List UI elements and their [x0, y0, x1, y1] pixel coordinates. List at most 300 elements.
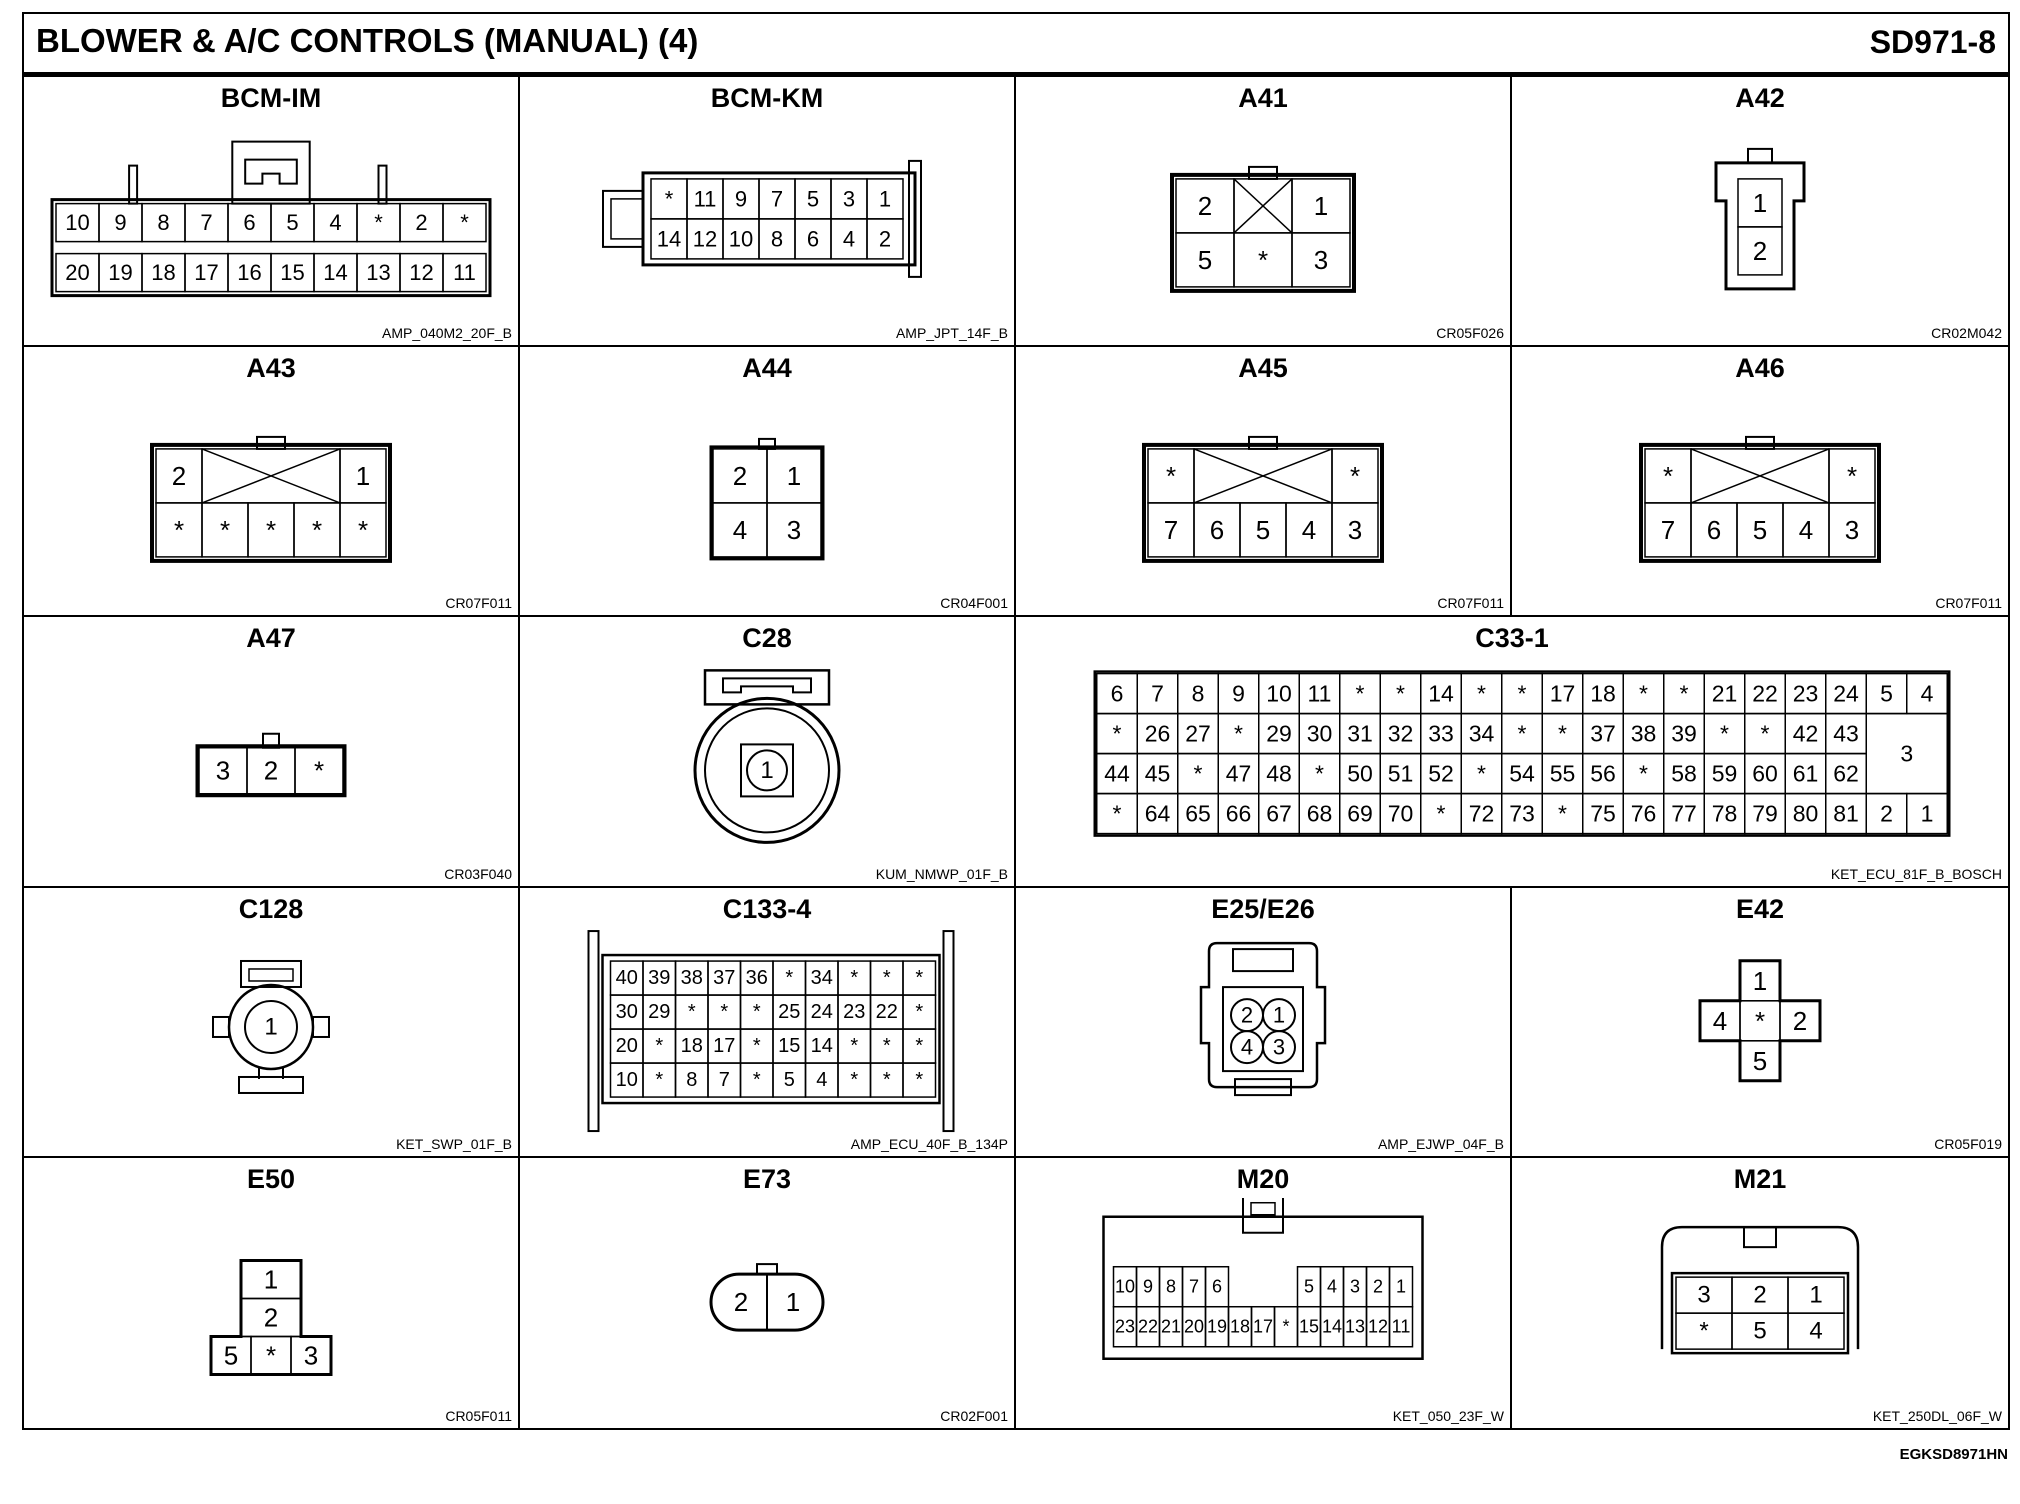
connector-e25-e26 [1016, 888, 1512, 1158]
connector-diagram [1016, 928, 1510, 1134]
pin-label: 4 [1240, 1034, 1254, 1060]
connector-diagram [24, 387, 518, 593]
pin-label: 8 [770, 226, 784, 252]
pin-label: 60 [1752, 760, 1778, 787]
latch-detail [1251, 1203, 1275, 1215]
pin-label: 5 [783, 1068, 795, 1091]
pin-label: 23 [843, 1000, 866, 1023]
pin-label: 5 [286, 210, 299, 236]
connector-type: AMP_ECU_40F_B_134P [850, 1135, 1008, 1152]
pin-label: 51 [1387, 760, 1414, 787]
pin-label: 6 [1706, 515, 1722, 546]
pin-label: 6 [1209, 515, 1225, 546]
empty-pin-mark: * [752, 1034, 761, 1057]
connector-svg [24, 1198, 518, 1406]
connector-name: E25/E26 [1211, 893, 1315, 924]
pin-label: 26 [1144, 720, 1171, 747]
empty-pin-mark: * [1315, 760, 1324, 787]
pin-label: 5 [806, 186, 820, 212]
empty-pin-mark: * [1760, 720, 1770, 747]
pin-label: 40 [615, 966, 638, 989]
pin-label: 45 [1144, 760, 1171, 787]
pin-label: 14 [323, 260, 348, 286]
pin-label: 10 [1266, 680, 1292, 707]
latch [1233, 949, 1293, 971]
pin-label: 11 [1307, 680, 1332, 707]
connector-type: CR07F011 [1935, 595, 2002, 612]
pin-label: 24 [1833, 680, 1859, 707]
pin-label: 12 [409, 260, 434, 286]
pin-label: 4 [816, 1068, 828, 1091]
connector-a47 [24, 617, 520, 887]
empty-pin-mark: * [850, 1034, 859, 1057]
empty-pin-mark: * [915, 1068, 924, 1091]
connector-name: A47 [246, 623, 296, 654]
connector-svg [1016, 117, 1510, 323]
empty-pin-mark: * [1349, 461, 1361, 492]
empty-pin-mark: * [664, 186, 674, 212]
pin-label: 80 [1792, 800, 1819, 827]
connector-a45 [1016, 347, 1512, 617]
connector-svg [1016, 387, 1510, 593]
connector-bcm-km [520, 77, 1016, 347]
pin-label: 36 [745, 966, 768, 989]
pin-label: 2 [171, 461, 187, 492]
connector-type: AMP_EJWP_04F_B [1377, 1135, 1504, 1152]
pin-label: 6 [806, 226, 820, 252]
connector-type: CR05F019 [1934, 1135, 2002, 1152]
empty-pin-mark: * [265, 1340, 277, 1371]
pin-label: 42 [1792, 720, 1819, 747]
pin-label: 5 [1255, 515, 1271, 546]
connector-svg [24, 117, 518, 323]
pin-label: 27 [1185, 720, 1211, 747]
empty-pin-mark: * [1846, 461, 1858, 492]
connector-name: A41 [1238, 83, 1288, 113]
connector-e42 [1512, 888, 2008, 1158]
pin-label: 7 [1163, 515, 1179, 546]
pin-label: 52 [1428, 760, 1454, 787]
pin-label: 7 [1151, 680, 1164, 707]
empty-pin-mark: * [882, 1034, 891, 1057]
pin-label: 47 [1225, 760, 1252, 787]
pin-label: 56 [1590, 760, 1616, 787]
pin-label: 29 [648, 1000, 671, 1023]
connector-m20 [1016, 1158, 1512, 1428]
pin-label: 4 [842, 226, 856, 252]
connector-type: KET_SWP_01F_B [396, 1135, 512, 1152]
empty-pin-mark: * [1477, 760, 1486, 787]
empty-pin-mark: * [1257, 244, 1269, 275]
pin-label: 3 [786, 515, 802, 546]
pin-label: 4 [1920, 680, 1934, 707]
pin-label: 6 [1211, 1276, 1223, 1297]
pin-label: 17 [713, 1034, 736, 1057]
pin-label: 3 [1844, 515, 1860, 546]
pin-label: 29 [1266, 720, 1292, 747]
page-title: BLOWER & A/C CONTROLS (MANUAL) (4) [36, 22, 699, 59]
pin-label: 66 [1225, 800, 1252, 827]
connector-type: CR05F026 [1436, 325, 1504, 342]
connector-type: CR05F011 [445, 1408, 512, 1424]
pin-label: 1 [785, 1286, 801, 1317]
pin-label: 2 [263, 756, 279, 787]
empty-pin-mark: * [1193, 760, 1203, 787]
pin-label: 8 [1165, 1276, 1177, 1297]
pin-label: 5 [1753, 1317, 1767, 1345]
guide-post [379, 166, 387, 204]
pin-label: 2 [1197, 190, 1213, 221]
connector-diagram [1016, 387, 1510, 593]
pin-label: 11 [693, 186, 717, 212]
pin-label: 32 [1387, 720, 1414, 747]
pin-label: 3 [842, 186, 856, 212]
connector-name: BCM-IM [220, 83, 322, 113]
empty-pin-mark: * [655, 1068, 664, 1091]
pin-label: 4 [1301, 515, 1317, 546]
empty-pin-mark: * [374, 210, 383, 236]
pin-label: 10 [65, 210, 90, 236]
pin-label: 68 [1306, 800, 1333, 827]
pin-label: 5 [1197, 244, 1213, 275]
connector-name: E73 [742, 1163, 792, 1194]
connector-type: KET_ECU_81F_B_BOSCH [1830, 865, 2002, 882]
pin-label: 2 [263, 1302, 279, 1333]
pin-label: 22 [1752, 680, 1778, 707]
empty-pin-mark: * [1355, 680, 1365, 707]
pin-label: 2 [1792, 1005, 1808, 1036]
pin-label: 17 [1549, 680, 1576, 707]
pin-label: 16 [237, 260, 262, 286]
connector-svg [520, 657, 1014, 863]
empty-pin-mark: * [1558, 720, 1567, 747]
connector-grid [24, 77, 2008, 1428]
pin-label: 3 [215, 756, 231, 787]
pin-label: 17 [1252, 1316, 1274, 1337]
pin-label: 2 [1753, 1281, 1767, 1309]
pin-label: 18 [1229, 1316, 1251, 1337]
pin-label: 69 [1347, 800, 1373, 827]
pin-label: 3 [1900, 740, 1914, 767]
pin-label: 5 [223, 1340, 239, 1371]
pin-label: 9 [734, 186, 748, 212]
pin-label: 1 [878, 186, 892, 212]
pin-label: 15 [778, 1034, 801, 1057]
pin-label: 1 [355, 461, 371, 492]
pin-label: 18 [680, 1034, 703, 1057]
pin-label: 14 [1321, 1316, 1343, 1337]
pin-label: 2 [733, 1286, 749, 1317]
pin-label: 70 [1387, 800, 1414, 827]
connector-name: E50 [246, 1163, 296, 1194]
empty-pin-mark: * [915, 966, 924, 989]
pin-label: 37 [1590, 720, 1616, 747]
empty-pin-mark: * [1699, 1317, 1709, 1345]
connector-svg [1512, 117, 2008, 323]
connector-m21 [1512, 1158, 2008, 1428]
connector-name: C128 [238, 893, 304, 924]
connector-diagram [1512, 387, 2008, 593]
pin-label: 23 [1114, 1316, 1136, 1337]
empty-pin-mark: * [687, 1000, 696, 1023]
pin-label: 1 [760, 757, 774, 785]
pin-label: 62 [1833, 760, 1859, 787]
empty-pin-mark: * [173, 515, 185, 546]
pin-label: 7 [1660, 515, 1676, 546]
empty-pin-mark: * [1477, 680, 1486, 707]
connector-svg [1512, 1198, 2008, 1406]
connector-c133-4 [520, 888, 1016, 1158]
connector-name: A42 [1735, 83, 1785, 113]
empty-pin-mark: * [1112, 720, 1122, 747]
pin-label: 64 [1144, 800, 1171, 827]
pin-label: 39 [648, 966, 671, 989]
pin-label: 59 [1711, 760, 1738, 787]
empty-pin-mark: * [460, 210, 469, 236]
empty-pin-mark: * [1639, 760, 1648, 787]
connector-c33-1 [1016, 617, 2008, 887]
connector-diagram [1512, 1198, 2008, 1406]
connector-diagram [24, 657, 518, 863]
pin-label: 65 [1185, 800, 1211, 827]
connector-diagram [1016, 117, 1510, 323]
pin-label: 78 [1711, 800, 1738, 827]
empty-pin-mark: * [915, 1000, 924, 1023]
pin-label: 4 [329, 210, 342, 236]
pin-label: 54 [1509, 760, 1535, 787]
pin-label: 81 [1833, 800, 1859, 827]
pin-label: 58 [1671, 760, 1697, 787]
pin-label: 30 [615, 1000, 638, 1023]
pin-label: 38 [680, 966, 703, 989]
pin-label: 9 [1142, 1276, 1154, 1297]
pin-label: 24 [810, 1000, 833, 1023]
key [1249, 437, 1277, 449]
connector-name: M20 [1236, 1163, 1290, 1194]
connector-diagram [1512, 117, 2008, 323]
empty-pin-mark: * [1517, 680, 1527, 707]
pin-label: 67 [1266, 800, 1292, 827]
connector-svg [520, 928, 1014, 1134]
pin-label: 5 [1880, 680, 1893, 707]
guide-post [129, 166, 137, 204]
latch-detail [245, 160, 297, 184]
connector-diagram [1016, 1198, 1510, 1406]
pin-label: 12 [1367, 1316, 1389, 1337]
pin-label: 7 [718, 1068, 730, 1091]
empty-pin-mark: * [1679, 680, 1689, 707]
pin-label: 38 [1630, 720, 1657, 747]
pin-label: 72 [1468, 800, 1495, 827]
connector-name: C133-4 [722, 893, 812, 924]
pin-label: 2 [732, 461, 748, 492]
pin-label: 43 [1833, 720, 1859, 747]
pin-label: 14 [810, 1034, 833, 1057]
pin-label: 20 [1183, 1316, 1205, 1337]
empty-pin-mark: * [915, 1034, 924, 1057]
pin-label: 34 [1468, 720, 1495, 747]
pin-label: 14 [656, 226, 682, 252]
connector-svg [520, 387, 1014, 593]
pin-label: 30 [1306, 720, 1333, 747]
connector-name: A45 [1238, 353, 1288, 384]
pin-label: 50 [1347, 760, 1373, 787]
connector-a43 [24, 347, 520, 617]
connector-diagram [24, 928, 518, 1134]
pin-label: 7 [200, 210, 213, 236]
connector-diagram [24, 117, 518, 323]
empty-pin-mark: * [1436, 800, 1446, 827]
pin-label: 76 [1630, 800, 1657, 827]
latch [1744, 1227, 1776, 1247]
side-rail [589, 931, 599, 1131]
key [1748, 149, 1772, 163]
connector-diagram [520, 1198, 1014, 1406]
connector-type: KET_250DL_06F_W [1872, 1408, 2002, 1424]
connector-name: A44 [742, 353, 792, 384]
connector-type: AMP_040M2_20F_B [382, 325, 512, 342]
empty-pin-mark: * [1662, 461, 1674, 492]
pin-label: 5 [1752, 515, 1768, 546]
empty-pin-mark: * [1165, 461, 1177, 492]
empty-pin-mark: * [313, 756, 325, 787]
pin-label: 34 [810, 966, 833, 989]
empty-pin-mark: * [265, 515, 277, 546]
pin-label: 79 [1752, 800, 1778, 827]
pin-label: 4 [1712, 1005, 1728, 1036]
empty-pin-mark: * [655, 1034, 664, 1057]
pin-label: 31 [1347, 720, 1373, 747]
pin-label: 3 [303, 1340, 319, 1371]
pin-label: 9 [114, 210, 127, 236]
connector-diagram [520, 657, 1014, 863]
pin-label: 75 [1590, 800, 1616, 827]
connector-diagram [24, 1198, 518, 1406]
pin-label: 2 [1752, 235, 1768, 266]
pin-label: 1 [1752, 965, 1768, 996]
connector-type: KUM_NMWP_01F_B [875, 865, 1008, 882]
pin-label: 4 [732, 515, 748, 546]
pin-label: 39 [1671, 720, 1697, 747]
connector-type: CR03F040 [444, 865, 512, 882]
connector-svg [1016, 1198, 1510, 1406]
empty-pin-mark: * [219, 515, 231, 546]
pin-label: 1 [1920, 800, 1934, 827]
side-rail [944, 931, 954, 1131]
pin-label: 10 [1114, 1276, 1136, 1297]
connector-name: A43 [246, 353, 296, 384]
pin-label: 20 [65, 260, 90, 286]
pin-label: 3 [1697, 1281, 1711, 1309]
pin-label: 13 [1344, 1316, 1366, 1337]
pin-label: 1 [263, 1264, 279, 1295]
page-code: SD971-8 [1869, 24, 1996, 60]
pin-label: 1 [1272, 1002, 1286, 1028]
connector-type: CR02M042 [1931, 325, 2002, 342]
pin-label: 1 [264, 1013, 278, 1041]
pin-label: 3 [1313, 244, 1329, 275]
connector-diagram [1512, 928, 2008, 1134]
connector-type: CR07F011 [445, 595, 512, 612]
pin-label: 19 [1206, 1316, 1228, 1337]
connector-diagram [520, 928, 1014, 1134]
connector-type: CR02F001 [940, 1408, 1008, 1424]
pin-label: 1 [1809, 1281, 1823, 1309]
empty-pin-mark: * [1517, 720, 1527, 747]
pin-label: 14 [1428, 680, 1454, 707]
pin-label: 2 [1372, 1276, 1384, 1297]
empty-pin-mark: * [1112, 800, 1122, 827]
empty-pin-mark: * [311, 515, 323, 546]
latch [241, 961, 301, 987]
connector-diagram [520, 387, 1014, 593]
pin-label: 1 [1752, 187, 1768, 218]
pin-label: 8 [157, 210, 170, 236]
empty-pin-mark: * [1234, 720, 1243, 747]
pin-label: 11 [453, 260, 476, 286]
connector-name: A46 [1735, 353, 1785, 384]
empty-pin-mark: * [1558, 800, 1567, 827]
housing [1716, 163, 1804, 289]
pin-label: 4 [1326, 1276, 1338, 1297]
pin-label: 5 [1303, 1276, 1315, 1297]
empty-pin-mark: * [1754, 1005, 1766, 1036]
pin-label: 15 [280, 260, 305, 286]
pin-label: 21 [1160, 1316, 1182, 1337]
pin-label: 6 [243, 210, 256, 236]
connector-a44 [520, 347, 1016, 617]
empty-pin-mark: * [1282, 1316, 1290, 1337]
connector-a42 [1512, 77, 2008, 347]
key [257, 437, 285, 449]
connector-a41 [1016, 77, 1512, 347]
empty-pin-mark: * [752, 1068, 761, 1091]
empty-pin-mark: * [882, 1068, 891, 1091]
empty-pin-mark: * [1720, 720, 1729, 747]
side-tab [213, 1017, 229, 1037]
latch-arm-inner [611, 199, 643, 239]
pin-label: 6 [1110, 680, 1124, 707]
pin-label: 2 [1880, 800, 1893, 827]
pin-label: 11 [1391, 1316, 1411, 1337]
pin-label: 12 [692, 226, 718, 252]
pin-label: 37 [713, 966, 736, 989]
pin-label: 77 [1671, 800, 1697, 827]
pin-label: 9 [1232, 680, 1245, 707]
pin-label: 61 [1792, 760, 1819, 787]
pin-label: 22 [875, 1000, 898, 1023]
connector-diagram [520, 117, 1014, 323]
connector-type: CR04F001 [940, 595, 1008, 612]
pin-label: 21 [1711, 680, 1738, 707]
pin-label: 55 [1549, 760, 1576, 787]
pin-label: 4 [1798, 515, 1814, 546]
pin-label: 7 [770, 186, 784, 212]
pin-label: 18 [151, 260, 176, 286]
connector-type: CR07F011 [1437, 595, 1504, 612]
connector-svg [24, 928, 518, 1134]
connector-diagram [1016, 657, 2008, 863]
empty-pin-mark: * [357, 515, 369, 546]
connector-svg [24, 657, 518, 863]
pin-label: 2 [415, 210, 428, 236]
connector-svg [24, 387, 518, 593]
pin-label: 3 [1272, 1034, 1286, 1060]
connector-c28 [520, 617, 1016, 887]
pin-label: 10 [728, 226, 754, 252]
connector-name: M21 [1733, 1163, 1787, 1194]
empty-pin-mark: * [752, 1000, 761, 1023]
